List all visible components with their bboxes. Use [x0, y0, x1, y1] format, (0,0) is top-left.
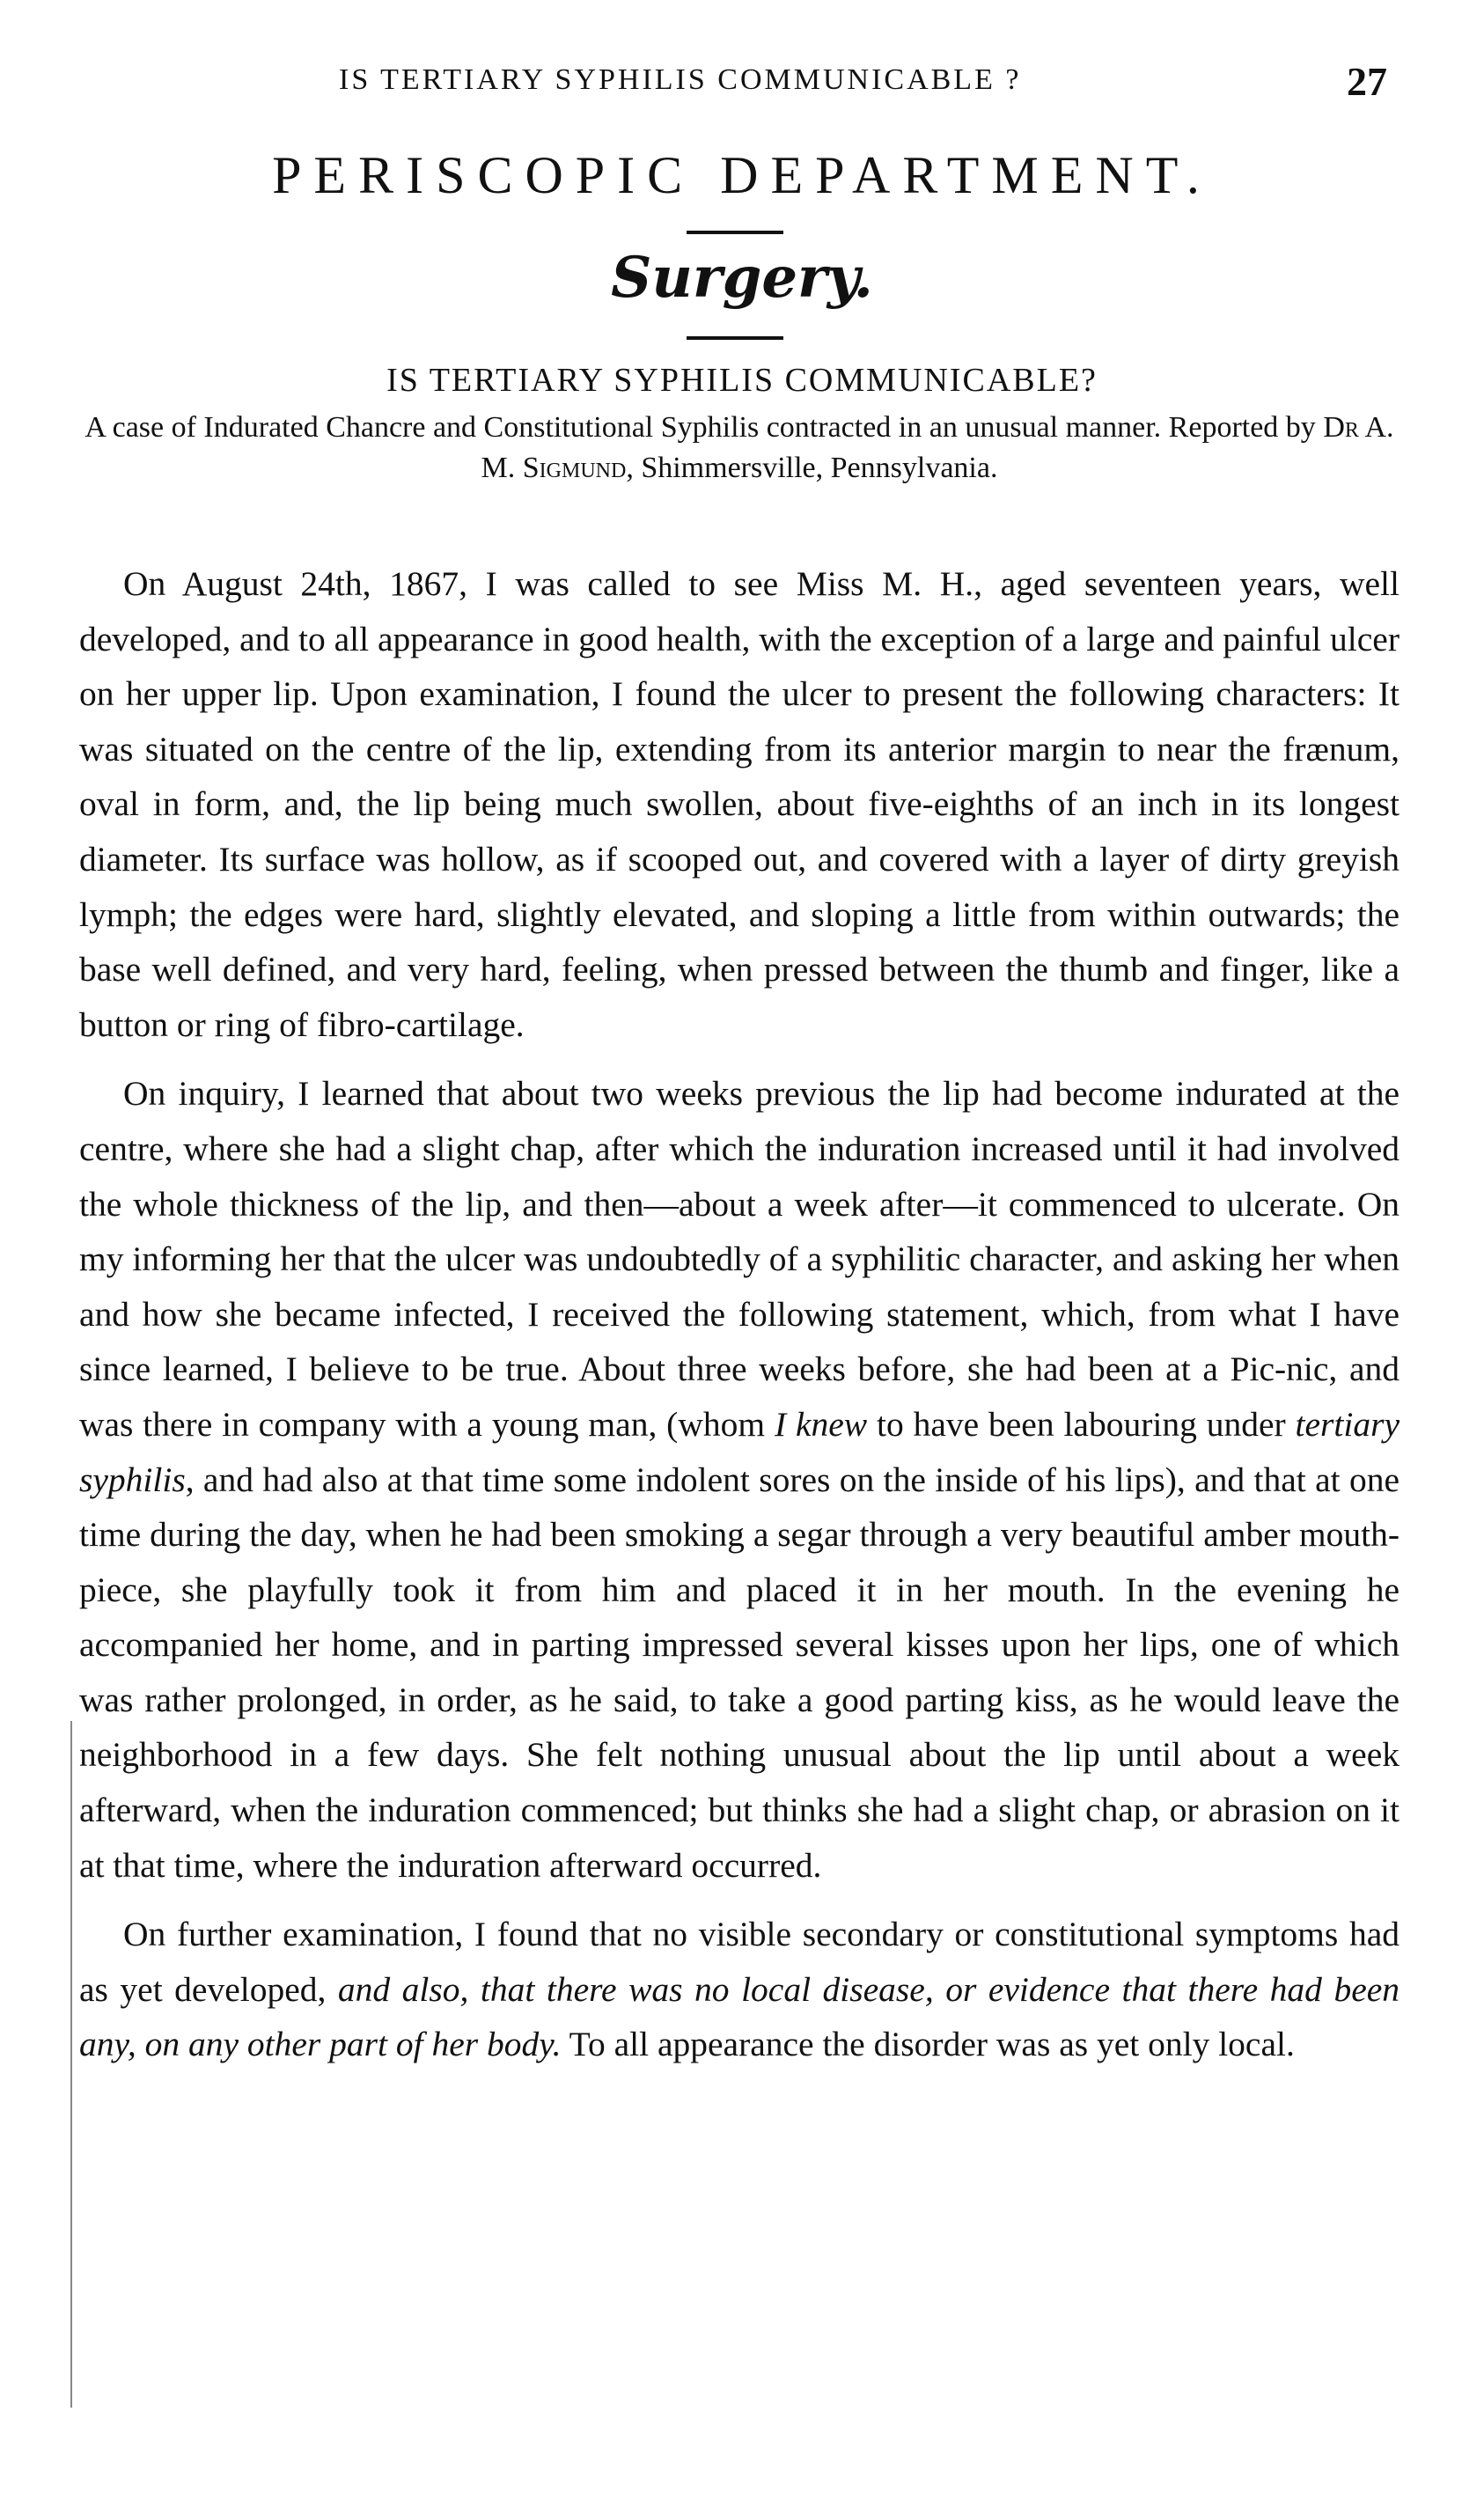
- emphasis-text: tertiary syphilis: [79, 1404, 1400, 1499]
- department-heading: PERISCOPIC DEPARTMENT.: [272, 146, 1212, 204]
- divider-rule: [687, 231, 783, 234]
- paragraph-2-text: , and had also at that time some indolent sores on the inside of his lips), and that at one time during the day, when he had been smoking a segar through a very beautiful amber mouth-piece, she playfully took it from him and placed it in her mouth. In the evening he accompanied her home, and in parting impressed several kisses upon her lips, one of which was rather prolonged, in order, as he said, to take a good parting kiss, as he would leave the neighborhood in a few days. She felt nothing unusual about the lip until about a week afterward, when the induration commenced; but thinks she had a slight chap, or abrasion on it at that time, where the induration afterward occurred.: [79, 1460, 1400, 1885]
- article-subtitle: [79, 408, 1400, 489]
- paragraph-3: [79, 1907, 1400, 2072]
- running-title: IS TERTIARY SYPHILIS COMMUNICABLE ?: [339, 63, 1022, 96]
- running-head: [0, 59, 1484, 116]
- article-title: IS TERTIARY SYPHILIS COMMUNICABLE?: [386, 362, 1098, 399]
- subtitle-text: A case of Indurated Chancre and Constitutional Syphilis contracted in an unusual manner. Reported by: [84, 411, 1324, 444]
- paragraph-2-text: On inquiry, I learned that about two weeks previous the lip had become indurated at the centre, where she had a slight chap, after which the induration increased until it had involved the whole thickness of the lip, and then—about a week after—it commenced to ulcerate. On my informing her that the ulcer was undoubtedly of a syphilitic character, and asking her when and how she became infected, I received the following statement, which, from what I have since learned, I believe to be true. About three weeks before, she had been at a Pic-nic, and was there in company with a young man, (whom: [79, 1074, 1400, 1444]
- emphasis-text: and also, that there was no local disease, or evidence that there had been any, on any other part of her body.: [79, 1969, 1400, 2064]
- emphasis-text: I knew: [774, 1404, 868, 1444]
- section-heading: Surgery.: [611, 245, 873, 311]
- article-body: [79, 556, 1400, 2086]
- divider-rule: [687, 336, 783, 340]
- paragraph-2-text: to have been labouring under: [867, 1404, 1296, 1444]
- paragraph-1: On August 24th, 1867, I was called to see Miss M. H., aged seventeen years, well developed, and to all appearance in good health, with the exception of a large and painful ulcer on her upper lip. Upon examination, I found the ulcer to present the following characters: It was situated on the centre of the lip, extending from its anterior margin to near the frænum, oval in form, and, the lip being much swollen, about five-eighths of an inch in its longest diameter. Its surface was hollow, as if scooped out, and covered with a layer of dirty greyish lymph; the edges were hard, slightly elevated, and sloping a little from within outwards; the base well defined, and very hard, feeling, when pressed between the thumb and finger, like a button or ring of fibro-cartilage.: [79, 564, 1400, 1044]
- author-name: Dr A. M. Sigmund: [481, 411, 1394, 484]
- subtitle-location: , Shimmersville, Pennsylvania.: [626, 452, 998, 484]
- paragraph-3-text: To all appearance the disorder was as yet only local.: [561, 2025, 1295, 2064]
- margin-line: [70, 1721, 72, 2408]
- paragraph-3-text: On further examination, I found that no visible secondary or constitutional symptoms had as yet developed,: [79, 1915, 1400, 2009]
- paragraph-2: [79, 1066, 1400, 1893]
- page-number: 27: [1347, 59, 1387, 104]
